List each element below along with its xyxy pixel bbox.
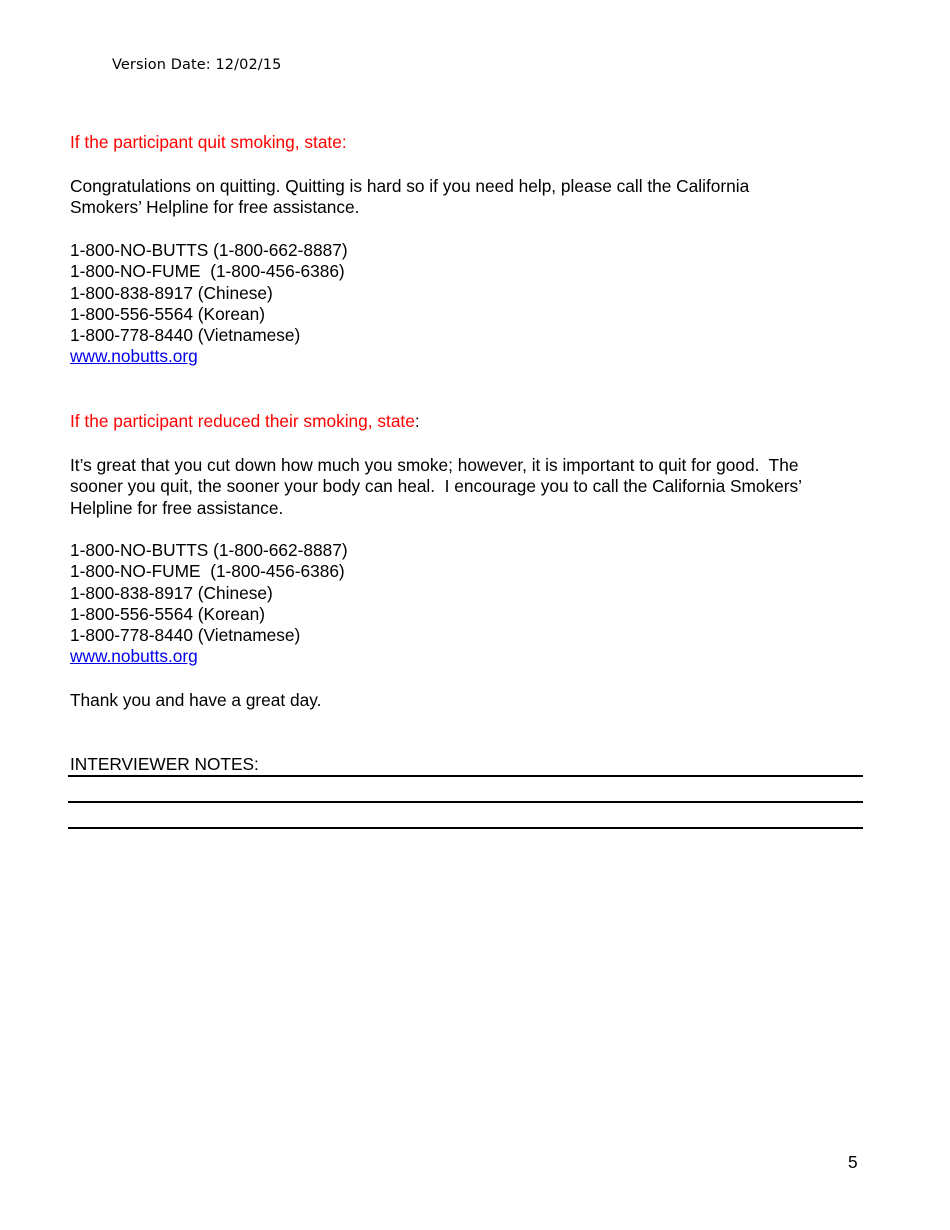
phone-number: 1-800-NO-BUTTS (1-800-662-8887): [70, 240, 348, 260]
phone-number: 1-800-NO-BUTTS (1-800-662-8887): [70, 540, 348, 560]
reduced-phone-list: [70, 540, 870, 668]
reduced-heading-colon: :: [414, 411, 420, 431]
phone-number: 1-800-NO-FUME (1-800-456-6386): [70, 261, 345, 282]
quit-message: [70, 176, 870, 219]
reduced-message: [70, 455, 870, 519]
quit-heading: If the participant quit smoking, state:: [70, 132, 347, 152]
phone-number: 1-800-556-5564 (Korean): [70, 303, 266, 324]
quit-phone-list: [70, 240, 870, 368]
closing-text: Thank you and have a great day.: [70, 690, 322, 710]
phone-number: 1-800-778-8440 (Vietnamese): [70, 625, 301, 646]
reduced-message-line: Helpline for free assistance.: [70, 497, 284, 518]
phone-number: 1-800-778-8440 (Vietnamese): [70, 325, 301, 346]
nobutts-link[interactable]: www.nobutts.org: [70, 646, 198, 667]
interviewer-notes-label: INTERVIEWER NOTES:: [70, 754, 259, 774]
reduced-heading: If the participant reduced their smoking, state: [70, 411, 415, 431]
phone-number: 1-800-838-8917 (Chinese): [70, 582, 273, 603]
reduced-message-line: It’s great that you cut down how much you smoke; however, it is important to quit for good. The: [70, 455, 799, 475]
quit-message-line: Congratulations on quitting. Quitting is hard so if you need help, please call the California: [70, 176, 750, 196]
reduced-heading-row: [70, 411, 870, 432]
version-date: Version Date: 12/02/15: [112, 57, 282, 73]
notes-line-2[interactable]: [68, 801, 863, 803]
phone-number: 1-800-556-5564 (Korean): [70, 603, 266, 624]
phone-number: 1-800-NO-FUME (1-800-456-6386): [70, 561, 345, 582]
reduced-message-line: sooner you quit, the sooner your body can heal. I encourage you to call the California Smokers’: [70, 476, 802, 497]
notes-line-3[interactable]: [68, 827, 863, 829]
notes-line-1[interactable]: [68, 775, 863, 777]
phone-number: 1-800-838-8917 (Chinese): [70, 282, 273, 303]
quit-message-line: Smokers’ Helpline for free assistance.: [70, 197, 360, 218]
nobutts-link[interactable]: www.nobutts.org: [70, 346, 198, 367]
page-number: 5: [848, 1152, 858, 1172]
